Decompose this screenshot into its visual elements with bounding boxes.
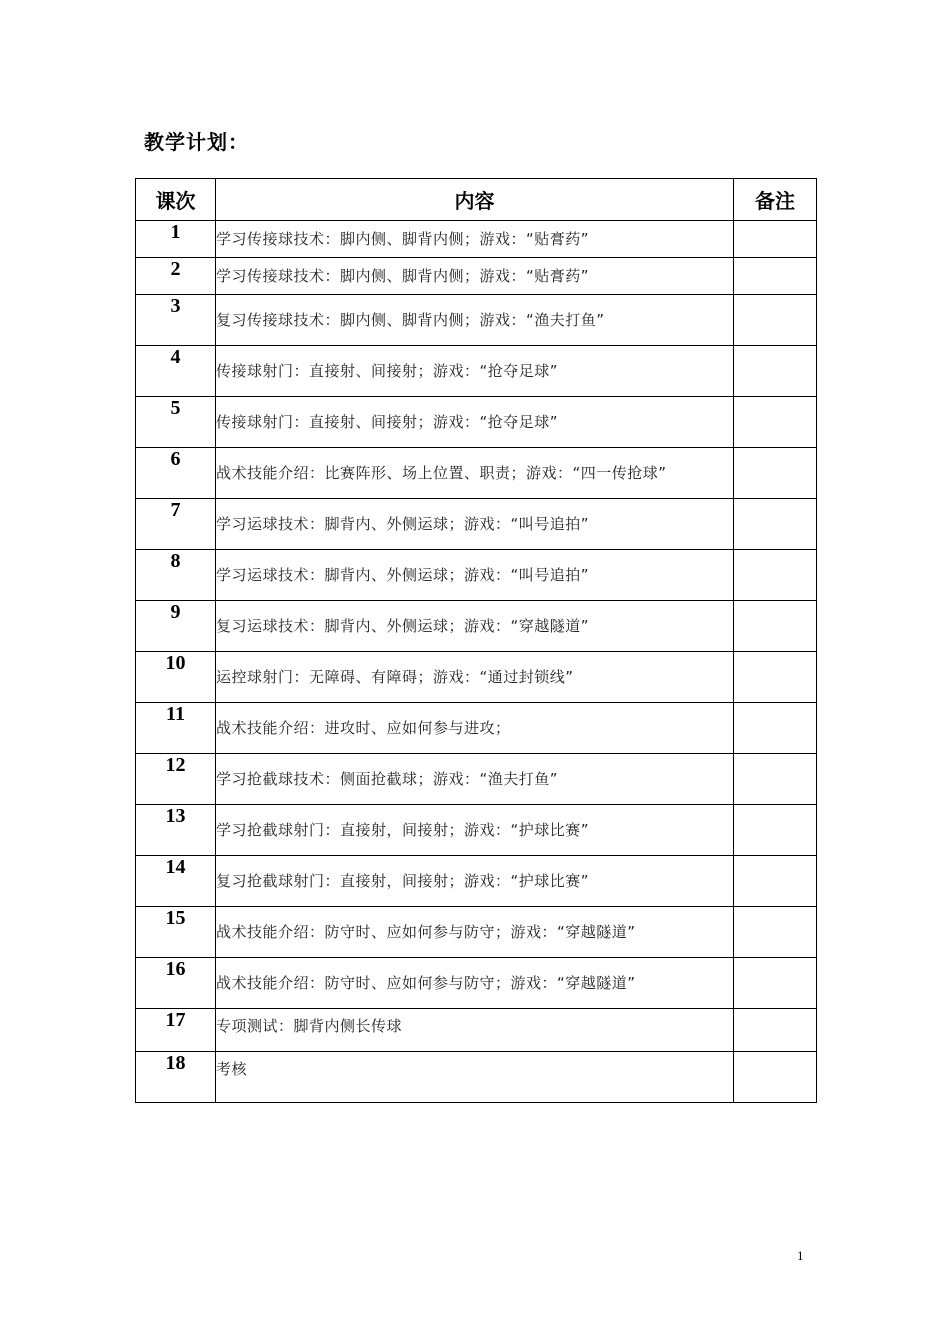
table-row	[136, 550, 817, 601]
lesson-content: 传接球射门：直接射、间接射；游戏：“抢夺足球”	[216, 397, 734, 448]
lesson-content: 学习抢截球射门：直接射，间接射；游戏：“护球比赛”	[216, 805, 734, 856]
lesson-note	[734, 295, 817, 346]
lesson-note	[734, 856, 817, 907]
header-note: 备注	[734, 179, 817, 221]
lesson-note	[734, 652, 817, 703]
lesson-content: 运控球射门：无障碍、有障碍；游戏：“通过封锁线”	[216, 652, 734, 703]
table-row	[136, 601, 817, 652]
table-row	[136, 1052, 817, 1103]
lesson-note	[734, 258, 817, 295]
lesson-content: 传接球射门：直接射、间接射；游戏：“抢夺足球”	[216, 346, 734, 397]
lesson-number: 3	[136, 295, 216, 346]
page-number: 1	[797, 1248, 804, 1263]
lesson-number: 11	[136, 703, 216, 754]
lesson-note	[734, 754, 817, 805]
lesson-content: 考核	[216, 1052, 734, 1103]
lesson-number: 18	[136, 1052, 216, 1103]
table-row	[136, 958, 817, 1009]
lesson-note	[734, 601, 817, 652]
lesson-number: 10	[136, 652, 216, 703]
lesson-content: 学习传接球技术：脚内侧、脚背内侧；游戏：“贴膏药”	[216, 258, 734, 295]
lesson-content: 复习传接球技术：脚内侧、脚背内侧；游戏：“渔夫打鱼”	[216, 295, 734, 346]
table-row	[136, 703, 817, 754]
table-row	[136, 805, 817, 856]
lesson-number: 17	[136, 1009, 216, 1052]
lesson-number: 6	[136, 448, 216, 499]
lesson-number: 16	[136, 958, 216, 1009]
lesson-note	[734, 221, 817, 258]
lesson-note	[734, 907, 817, 958]
table-row	[136, 499, 817, 550]
table-row	[136, 295, 817, 346]
lesson-content: 学习运球技术：脚背内、外侧运球；游戏：“叫号追拍”	[216, 499, 734, 550]
table-row	[136, 346, 817, 397]
header-content: 内容	[216, 179, 734, 221]
lesson-content: 学习传接球技术：脚内侧、脚背内侧；游戏：“贴膏药”	[216, 221, 734, 258]
lesson-number: 1	[136, 221, 216, 258]
table-row	[136, 258, 817, 295]
table-header-row	[136, 179, 817, 221]
table-row	[136, 856, 817, 907]
lesson-number: 15	[136, 907, 216, 958]
table-row	[136, 754, 817, 805]
lesson-content: 复习运球技术：脚背内、外侧运球；游戏：“穿越隧道”	[216, 601, 734, 652]
table-row	[136, 221, 817, 258]
table-row	[136, 397, 817, 448]
lesson-note	[734, 550, 817, 601]
lesson-number: 5	[136, 397, 216, 448]
teaching-plan-table	[135, 178, 817, 1103]
lesson-note	[734, 397, 817, 448]
lesson-note	[734, 448, 817, 499]
table-row	[136, 652, 817, 703]
lesson-note	[734, 805, 817, 856]
lesson-number: 2	[136, 258, 216, 295]
lesson-content: 学习运球技术：脚背内、外侧运球；游戏：“叫号追拍”	[216, 550, 734, 601]
page-title: 教学计划：	[144, 130, 249, 154]
lesson-note	[734, 346, 817, 397]
lesson-number: 14	[136, 856, 216, 907]
table-row	[136, 448, 817, 499]
table-row	[136, 907, 817, 958]
lesson-number: 12	[136, 754, 216, 805]
lesson-content: 战术技能介绍：防守时、应如何参与防守；游戏：“穿越隧道”	[216, 907, 734, 958]
lesson-content: 战术技能介绍：进攻时、应如何参与进攻；	[216, 703, 734, 754]
table-row	[136, 1009, 817, 1052]
lesson-number: 9	[136, 601, 216, 652]
lesson-content: 复习抢截球射门：直接射，间接射；游戏：“护球比赛”	[216, 856, 734, 907]
lesson-content: 专项测试：脚背内侧长传球	[216, 1009, 734, 1052]
lesson-note	[734, 1009, 817, 1052]
lesson-number: 4	[136, 346, 216, 397]
lesson-note	[734, 1052, 817, 1103]
lesson-note	[734, 499, 817, 550]
lesson-number: 7	[136, 499, 216, 550]
lesson-content: 学习抢截球技术：侧面抢截球；游戏：“渔夫打鱼”	[216, 754, 734, 805]
lesson-note	[734, 958, 817, 1009]
lesson-number: 8	[136, 550, 216, 601]
lesson-note	[734, 703, 817, 754]
header-lesson: 课次	[136, 179, 216, 221]
lesson-content: 战术技能介绍：防守时、应如何参与防守；游戏：“穿越隧道”	[216, 958, 734, 1009]
lesson-content: 战术技能介绍：比赛阵形、场上位置、职责；游戏：“四一传抢球”	[216, 448, 734, 499]
lesson-number: 13	[136, 805, 216, 856]
